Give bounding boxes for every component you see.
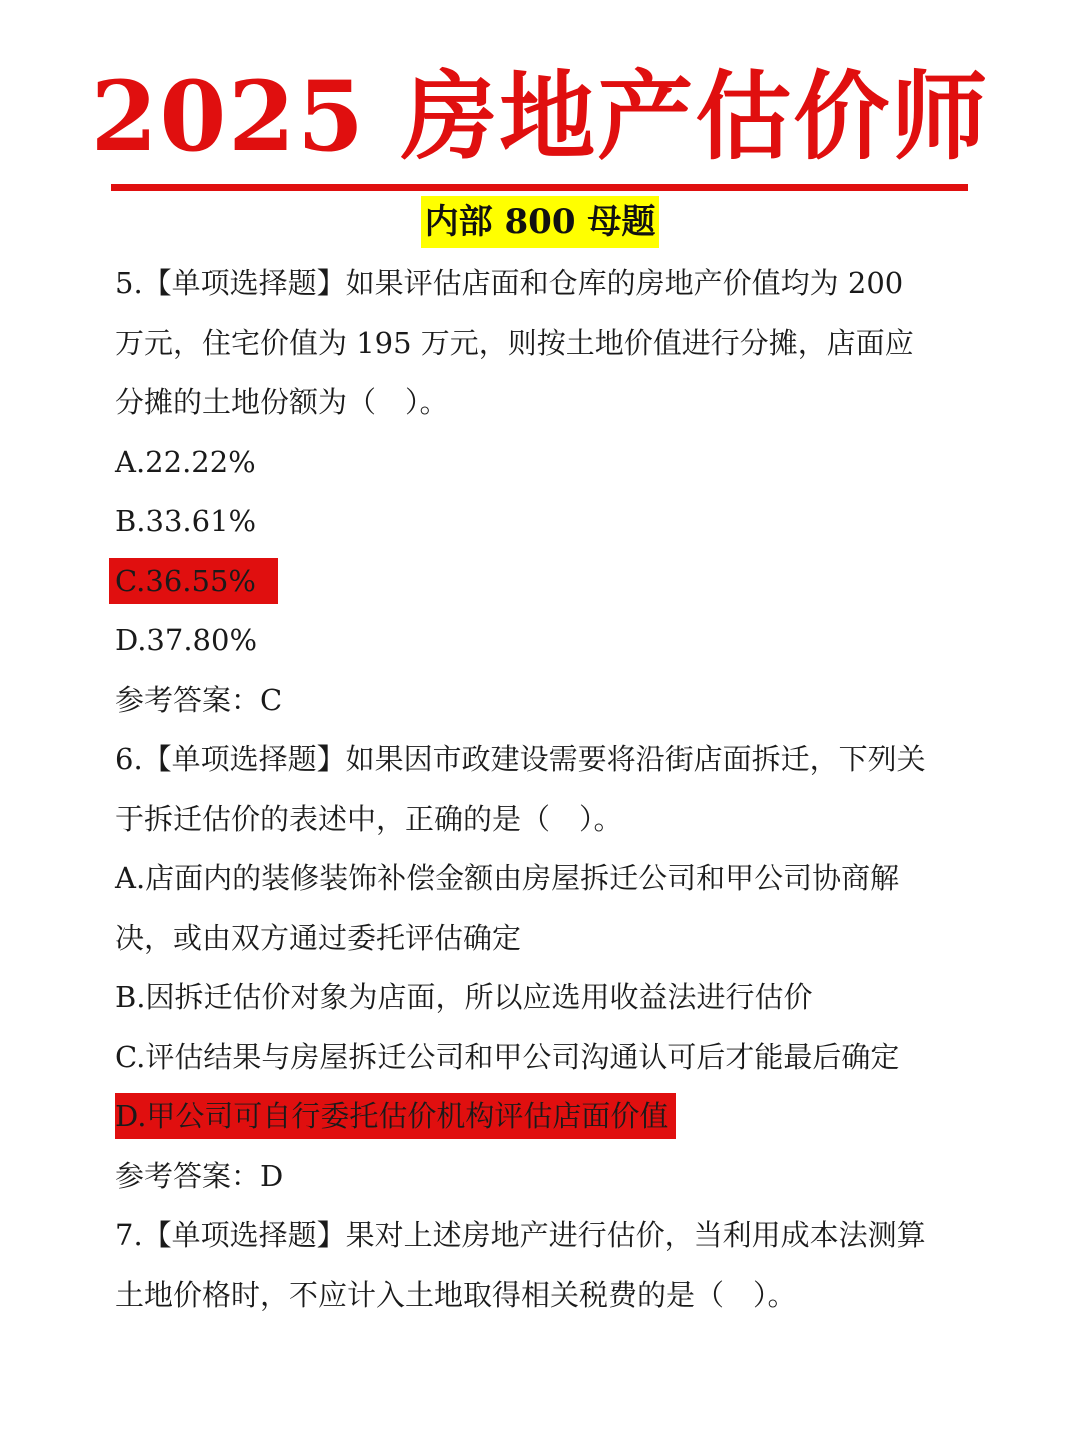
q5-option-a: A.22.22% — [115, 444, 256, 479]
q5-answer: 参考答案：C — [115, 682, 283, 717]
q6-stem-line-2: 于拆迁估价的表述中，正确的是（ ）。 — [115, 801, 623, 836]
page-title: 2025 房地产估价师 — [90, 60, 990, 173]
q5-option-b: B.33.61% — [115, 504, 257, 538]
q5-stem-line-2: 万元，住宅价值为 195 万元，则按土地价值进行分摊，店面应 — [115, 325, 914, 360]
title-divider — [111, 184, 968, 191]
q5-option-c-correct: C.36.55% — [109, 558, 278, 604]
q5-option-c-row — [115, 552, 975, 612]
q7-stem-line-1: 7.【单项选择题】果对上述房地产进行估价，当利用成本法测算 — [115, 1218, 926, 1252]
q6-answer: 参考答案：D — [115, 1158, 284, 1193]
q6-option-d-row — [115, 1087, 975, 1147]
subtitle-badge: 内部 800 母题 — [421, 196, 660, 248]
q6-option-a-line-1: A.店面内的装修装饰补偿金额由房屋拆迁公司和甲公司协商解 — [115, 861, 900, 895]
subtitle-wrap — [0, 196, 1080, 248]
q6-option-d-correct: D.甲公司可自行委托估价机构评估店面价值 — [115, 1093, 676, 1139]
q5-stem-line-3: 分摊的土地份额为（ ）。 — [115, 385, 449, 419]
q5-stem-line-1: 5.【单项选择题】如果评估店面和仓库的房地产价值均为 200 — [115, 266, 904, 300]
q6-option-c: C.评估结果与房屋拆迁公司和甲公司沟通认可后才能最后确定 — [115, 1039, 900, 1074]
q6-option-a-line-2: 决，或由双方通过委托评估确定 — [115, 920, 522, 955]
q7-stem-line-2: 土地价格时，不应计入土地取得相关税费的是（ ）。 — [115, 1277, 797, 1312]
q6-stem-line-1: 6.【单项选择题】如果因市政建设需要将沿街店面拆迁，下列关 — [115, 742, 926, 776]
question-list — [115, 254, 975, 1325]
q6-option-b: B.因拆迁估价对象为店面，所以应选用收益法进行估价 — [115, 980, 813, 1014]
q5-option-d: D.37.80% — [115, 623, 258, 657]
